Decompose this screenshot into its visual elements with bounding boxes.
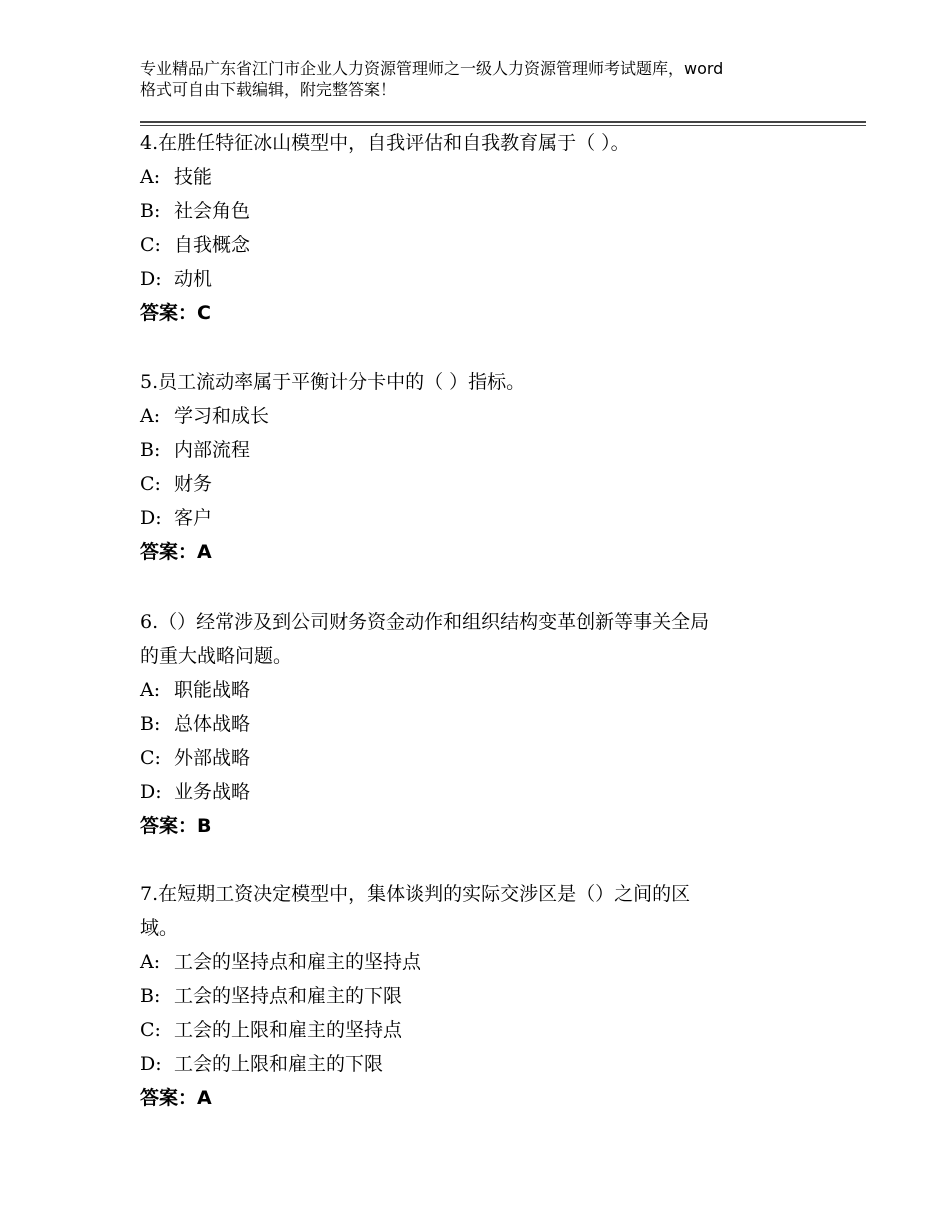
question-text: 5.员工流动率属于平衡计分卡中的（ ）指标。 (140, 371, 526, 393)
option-label: C: (140, 234, 161, 256)
option-label: D: (140, 507, 162, 529)
question-text-line-2: 域。 (140, 917, 179, 939)
option-label: A: (140, 405, 161, 427)
option-a (140, 673, 840, 707)
header-line-1: 专业精品广东省江门市企业人力资源管理师之一级人力资源管理师考试题库，word (140, 59, 724, 78)
document-header (140, 58, 830, 100)
option-label: A: (140, 679, 161, 701)
question-text-line-2: 的重大战略问题。 (140, 645, 293, 667)
answer: 答案：B (140, 815, 212, 837)
question-7 (140, 877, 840, 1115)
option-b (140, 194, 840, 228)
option-text: 内部流程 (174, 439, 251, 461)
option-label: A: (140, 166, 161, 188)
option-b (140, 707, 840, 741)
header-line-2: 格式可自由下载编辑，附完整答案！ (140, 80, 397, 99)
question-text-line-1: 6.（）经常涉及到公司财务资金动作和组织结构变革创新等事关全局 (140, 611, 710, 633)
option-label: A: (140, 951, 161, 973)
answer: 答案：C (140, 302, 211, 324)
option-label: C: (140, 1019, 161, 1041)
option-d (140, 1047, 840, 1081)
answer: 答案：A (140, 541, 212, 563)
option-text: 财务 (174, 473, 213, 495)
option-text: 自我概念 (174, 234, 251, 256)
option-label: D: (140, 781, 162, 803)
option-text: 工会的上限和雇主的坚持点 (174, 1019, 403, 1041)
option-text: 动机 (174, 268, 213, 290)
option-text: 技能 (174, 166, 213, 188)
option-d (140, 262, 840, 296)
option-label: B: (140, 200, 161, 222)
option-label: B: (140, 985, 161, 1007)
option-d (140, 775, 840, 809)
option-a (140, 945, 840, 979)
answer: 答案：A (140, 1087, 212, 1109)
option-b (140, 433, 840, 467)
option-text: 职能战略 (174, 679, 251, 701)
option-c (140, 1013, 840, 1047)
question-4 (140, 126, 840, 330)
option-label: C: (140, 747, 161, 769)
question-5 (140, 365, 840, 569)
option-text: 外部战略 (174, 747, 251, 769)
option-c (140, 228, 840, 262)
option-text: 工会的坚持点和雇主的坚持点 (174, 951, 422, 973)
option-a (140, 399, 840, 433)
option-a (140, 160, 840, 194)
option-text: 社会角色 (174, 200, 251, 222)
header-divider-thick (140, 121, 866, 123)
option-text: 学习和成长 (174, 405, 270, 427)
question-6 (140, 605, 840, 843)
option-label: D: (140, 1053, 162, 1075)
option-c (140, 467, 840, 501)
option-text: 业务战略 (174, 781, 251, 803)
option-label: D: (140, 268, 162, 290)
option-c (140, 741, 840, 775)
option-text: 总体战略 (174, 713, 251, 735)
question-text-line-1: 7.在短期工资决定模型中，集体谈判的实际交涉区是（）之间的区 (140, 883, 691, 905)
option-label: B: (140, 713, 161, 735)
question-text: 4.在胜任特征冰山模型中，自我评估和自我教育属于（ ）。 (140, 132, 630, 154)
option-text: 客户 (174, 507, 213, 529)
option-b (140, 979, 840, 1013)
option-label: C: (140, 473, 161, 495)
option-d (140, 501, 840, 535)
option-label: B: (140, 439, 161, 461)
option-text: 工会的上限和雇主的下限 (174, 1053, 384, 1075)
option-text: 工会的坚持点和雇主的下限 (174, 985, 403, 1007)
